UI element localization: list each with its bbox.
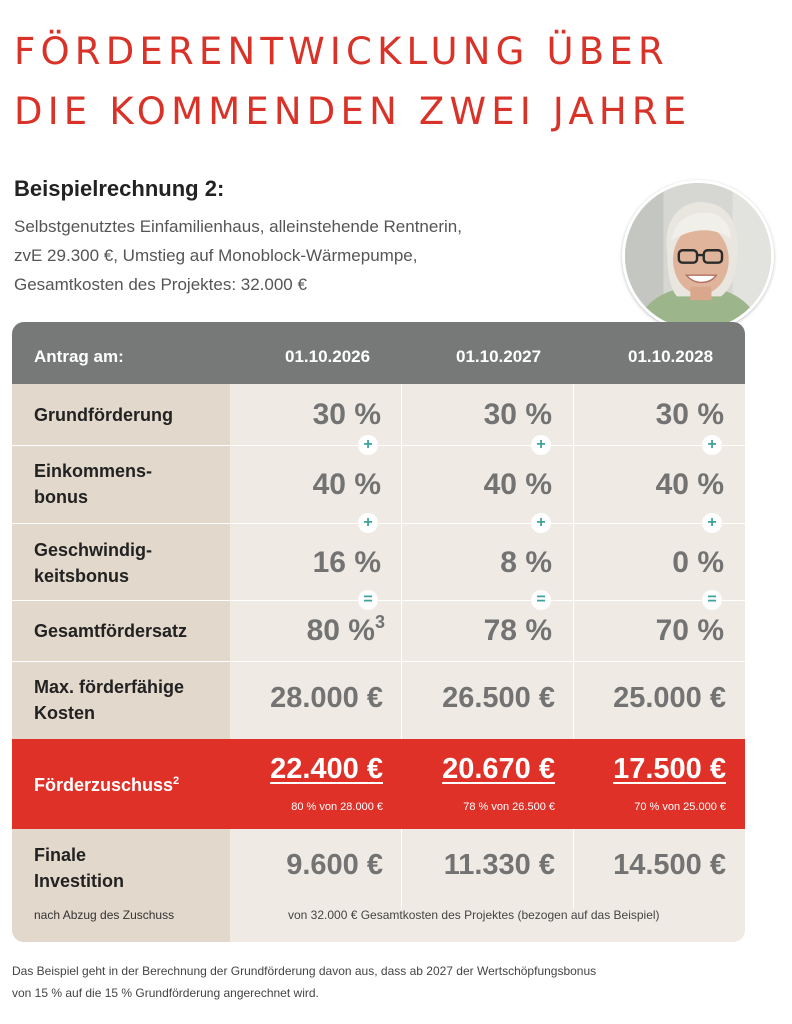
row-divider [12, 445, 745, 446]
footnote-marker: 2 [173, 775, 180, 787]
example-description [14, 212, 574, 299]
label-line: Max. förderfähige [34, 677, 185, 697]
column-divider [401, 384, 402, 739]
label-line: Einkommens- [34, 461, 153, 481]
plus-icon: + [531, 513, 551, 533]
foerderzuschuss-2026: 22.400 € [270, 753, 383, 785]
finale-sublabel: nach Abzug des Zuschuss [34, 908, 175, 922]
einkommensbonus-2027: 40 % [483, 468, 552, 501]
foerderzuschuss-2027: 20.670 € [442, 753, 555, 785]
row-label-foerderzuschuss [34, 775, 179, 796]
plus-icon: + [358, 513, 378, 533]
portrait-illustration [625, 183, 771, 329]
finale-note: von 32.000 € Gesamtkosten des Projektes (bezogen auf das Beispiel) [288, 908, 660, 922]
gesamtfoerdersatz-2027: 78 % [483, 614, 552, 647]
gesamtfoerdersatz-2026 [307, 614, 385, 648]
foerderzuschuss-note-2026: 80 % von 28.000 € [291, 801, 383, 813]
geschwindigkeitsbonus-2026: 16 % [312, 546, 381, 579]
row-label-geschwindigkeitsbonus [34, 537, 152, 589]
label-line: Geschwindig- [34, 540, 153, 560]
example-heading: Beispielrechnung 2: [14, 176, 225, 201]
geschwindigkeitsbonus-2028: 0 % [672, 546, 724, 579]
grundfoerderung-2028: 30 % [655, 398, 724, 431]
row-divider [12, 523, 745, 524]
title-line-1: FÖRDERENTWICKLUNG ÜBER [14, 30, 669, 73]
einkommensbonus-2026: 40 % [312, 468, 381, 501]
gesamtfoerdersatz-2026-value: 80 % [306, 614, 375, 647]
max-kosten-2026: 28.000 € [270, 682, 383, 714]
finale-investition-2027: 11.330 € [443, 849, 555, 881]
max-kosten-2028: 25.000 € [613, 682, 726, 714]
example-line: Selbstgenutztes Einfamilienhaus, alleinstehende Rentnerin, [14, 217, 462, 236]
title-line-2: DIE KOMMENDEN ZWEI JAHRE [14, 90, 692, 133]
example-line: zvE 29.300 €, Umstieg auf Monoblock-Wärmepumpe, [14, 246, 418, 265]
gesamtfoerdersatz-2028: 70 % [655, 614, 724, 647]
header-date-2027: 01.10.2027 [456, 347, 542, 366]
table-header [12, 322, 745, 384]
geschwindigkeitsbonus-2027: 8 % [500, 546, 552, 579]
page-title [14, 22, 691, 142]
max-kosten-2027: 26.500 € [442, 682, 555, 714]
footnote-line: von 15 % auf die 15 % Grundförderung angerechnet wird. [12, 986, 319, 1000]
footnote [12, 960, 732, 1004]
footnote-marker: 3 [374, 612, 385, 632]
einkommensbonus-2028: 40 % [655, 468, 724, 501]
label-line: Finale [34, 845, 87, 865]
equals-icon: = [702, 590, 722, 610]
finale-investition-2026: 9.600 € [286, 849, 383, 881]
row-label-max-kosten [34, 674, 184, 726]
label-line: Kosten [34, 703, 96, 723]
label-line: Investition [34, 871, 125, 891]
equals-icon: = [358, 590, 378, 610]
grundfoerderung-2026: 30 % [312, 398, 381, 431]
row-label-finale-investition [34, 842, 124, 894]
foerderzuschuss-row [12, 739, 745, 829]
plus-icon: + [702, 435, 722, 455]
finale-investition-2028: 14.500 € [613, 849, 726, 881]
column-divider [573, 829, 574, 909]
row-divider [12, 600, 745, 601]
label-line: keitsbonus [34, 566, 130, 586]
example-line: Gesamtkosten des Projektes: 32.000 € [14, 275, 307, 294]
plus-icon: + [702, 513, 722, 533]
equals-icon: = [531, 590, 551, 610]
header-label: Antrag am: [34, 347, 124, 366]
column-divider [573, 384, 574, 739]
row-label-einkommensbonus [34, 458, 152, 510]
foerderzuschuss-2028: 17.500 € [613, 753, 726, 785]
row-label-gesamtfoerdersatz: Gesamtfördersatz [34, 621, 188, 641]
header-date-2026: 01.10.2026 [285, 347, 371, 366]
footnote-line: Das Beispiel geht in der Berechnung der Grundförderung davon aus, dass ab 2027 der Wertschöpfungsbonus [12, 964, 597, 978]
plus-icon: + [531, 435, 551, 455]
foerderzuschuss-note-2027: 78 % von 26.500 € [463, 801, 555, 813]
header-date-2028: 01.10.2028 [628, 347, 714, 366]
foerderzuschuss-note-2028: 70 % von 25.000 € [634, 801, 726, 813]
grundfoerderung-2027: 30 % [483, 398, 552, 431]
label-line: bonus [34, 487, 88, 507]
column-divider [401, 829, 402, 909]
plus-icon: + [358, 435, 378, 455]
portrait-photo [622, 180, 774, 332]
foerderzuschuss-label: Förderzuschuss [34, 775, 174, 795]
row-divider [12, 661, 745, 662]
row-label-grundfoerderung: Grundförderung [34, 405, 173, 425]
funding-table [12, 322, 745, 942]
